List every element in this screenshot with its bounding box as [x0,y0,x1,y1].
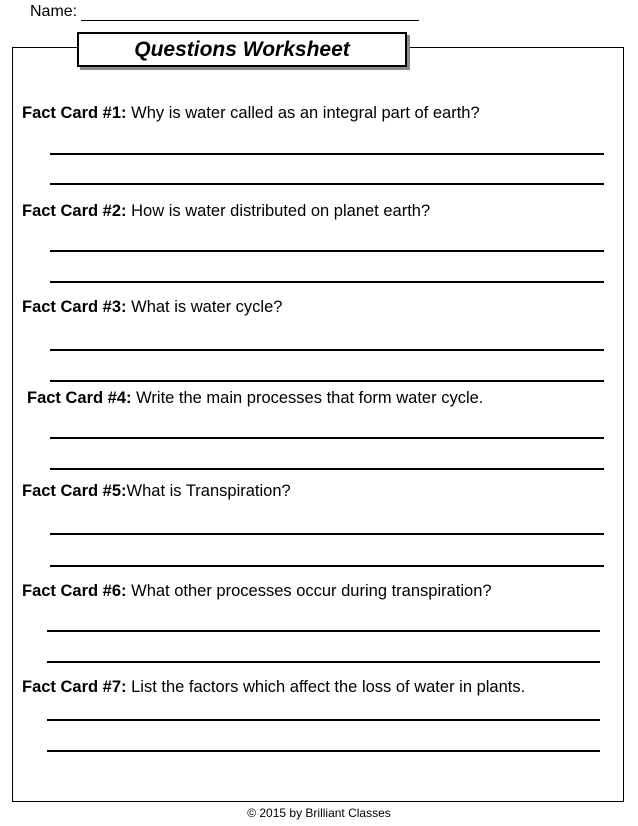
question-1-label: Fact Card #1: [22,104,127,122]
answer-line-1b[interactable] [50,183,604,185]
name-label: Name: [30,3,78,20]
question-7-label: Fact Card #7: [22,678,127,696]
answer-line-5a[interactable] [50,533,604,535]
answer-line-7b[interactable] [47,750,600,752]
answer-line-3b[interactable] [50,380,604,382]
question-6-label: Fact Card #6: [22,582,127,600]
answer-line-7a[interactable] [47,719,600,721]
answer-line-1a[interactable] [50,153,604,155]
question-6-text: What other processes occur during transpiration? [126,582,492,600]
answer-line-4b[interactable] [50,468,604,470]
question-5 [22,482,291,501]
copyright-footer: © 2015 by Brilliant Classes [247,806,391,820]
question-1 [22,104,480,123]
question-4-text: Write the main processes that form water cycle. [131,389,484,407]
worksheet-title-text: Questions Worksheet [134,37,350,61]
question-7-text: List the factors which affect the loss of water in plants. [126,678,526,696]
answer-line-3a[interactable] [50,349,604,351]
worksheet-title [77,32,407,67]
question-4-label: Fact Card #4: [27,389,132,407]
question-7 [22,678,525,697]
answer-line-2a[interactable] [50,250,604,252]
question-3 [22,298,282,317]
question-1-text: Why is water called as an integral part of earth? [126,104,480,122]
question-6 [22,582,492,601]
answer-line-4a[interactable] [50,437,604,439]
answer-line-6a[interactable] [47,630,600,632]
question-2-label: Fact Card #2: [22,202,127,220]
name-field [30,3,419,21]
answer-line-6b[interactable] [47,661,600,663]
answer-line-5b[interactable] [50,565,604,567]
name-blank-line[interactable] [81,4,419,21]
answer-line-2b[interactable] [50,281,604,283]
question-2-text: How is water distributed on planet earth? [126,202,431,220]
question-3-label: Fact Card #3: [22,298,127,316]
question-3-text: What is water cycle? [126,298,283,316]
question-5-text: What is Transpiration? [126,482,291,500]
question-2 [22,202,430,221]
question-5-label: Fact Card #5: [22,482,127,500]
question-4 [27,389,483,408]
